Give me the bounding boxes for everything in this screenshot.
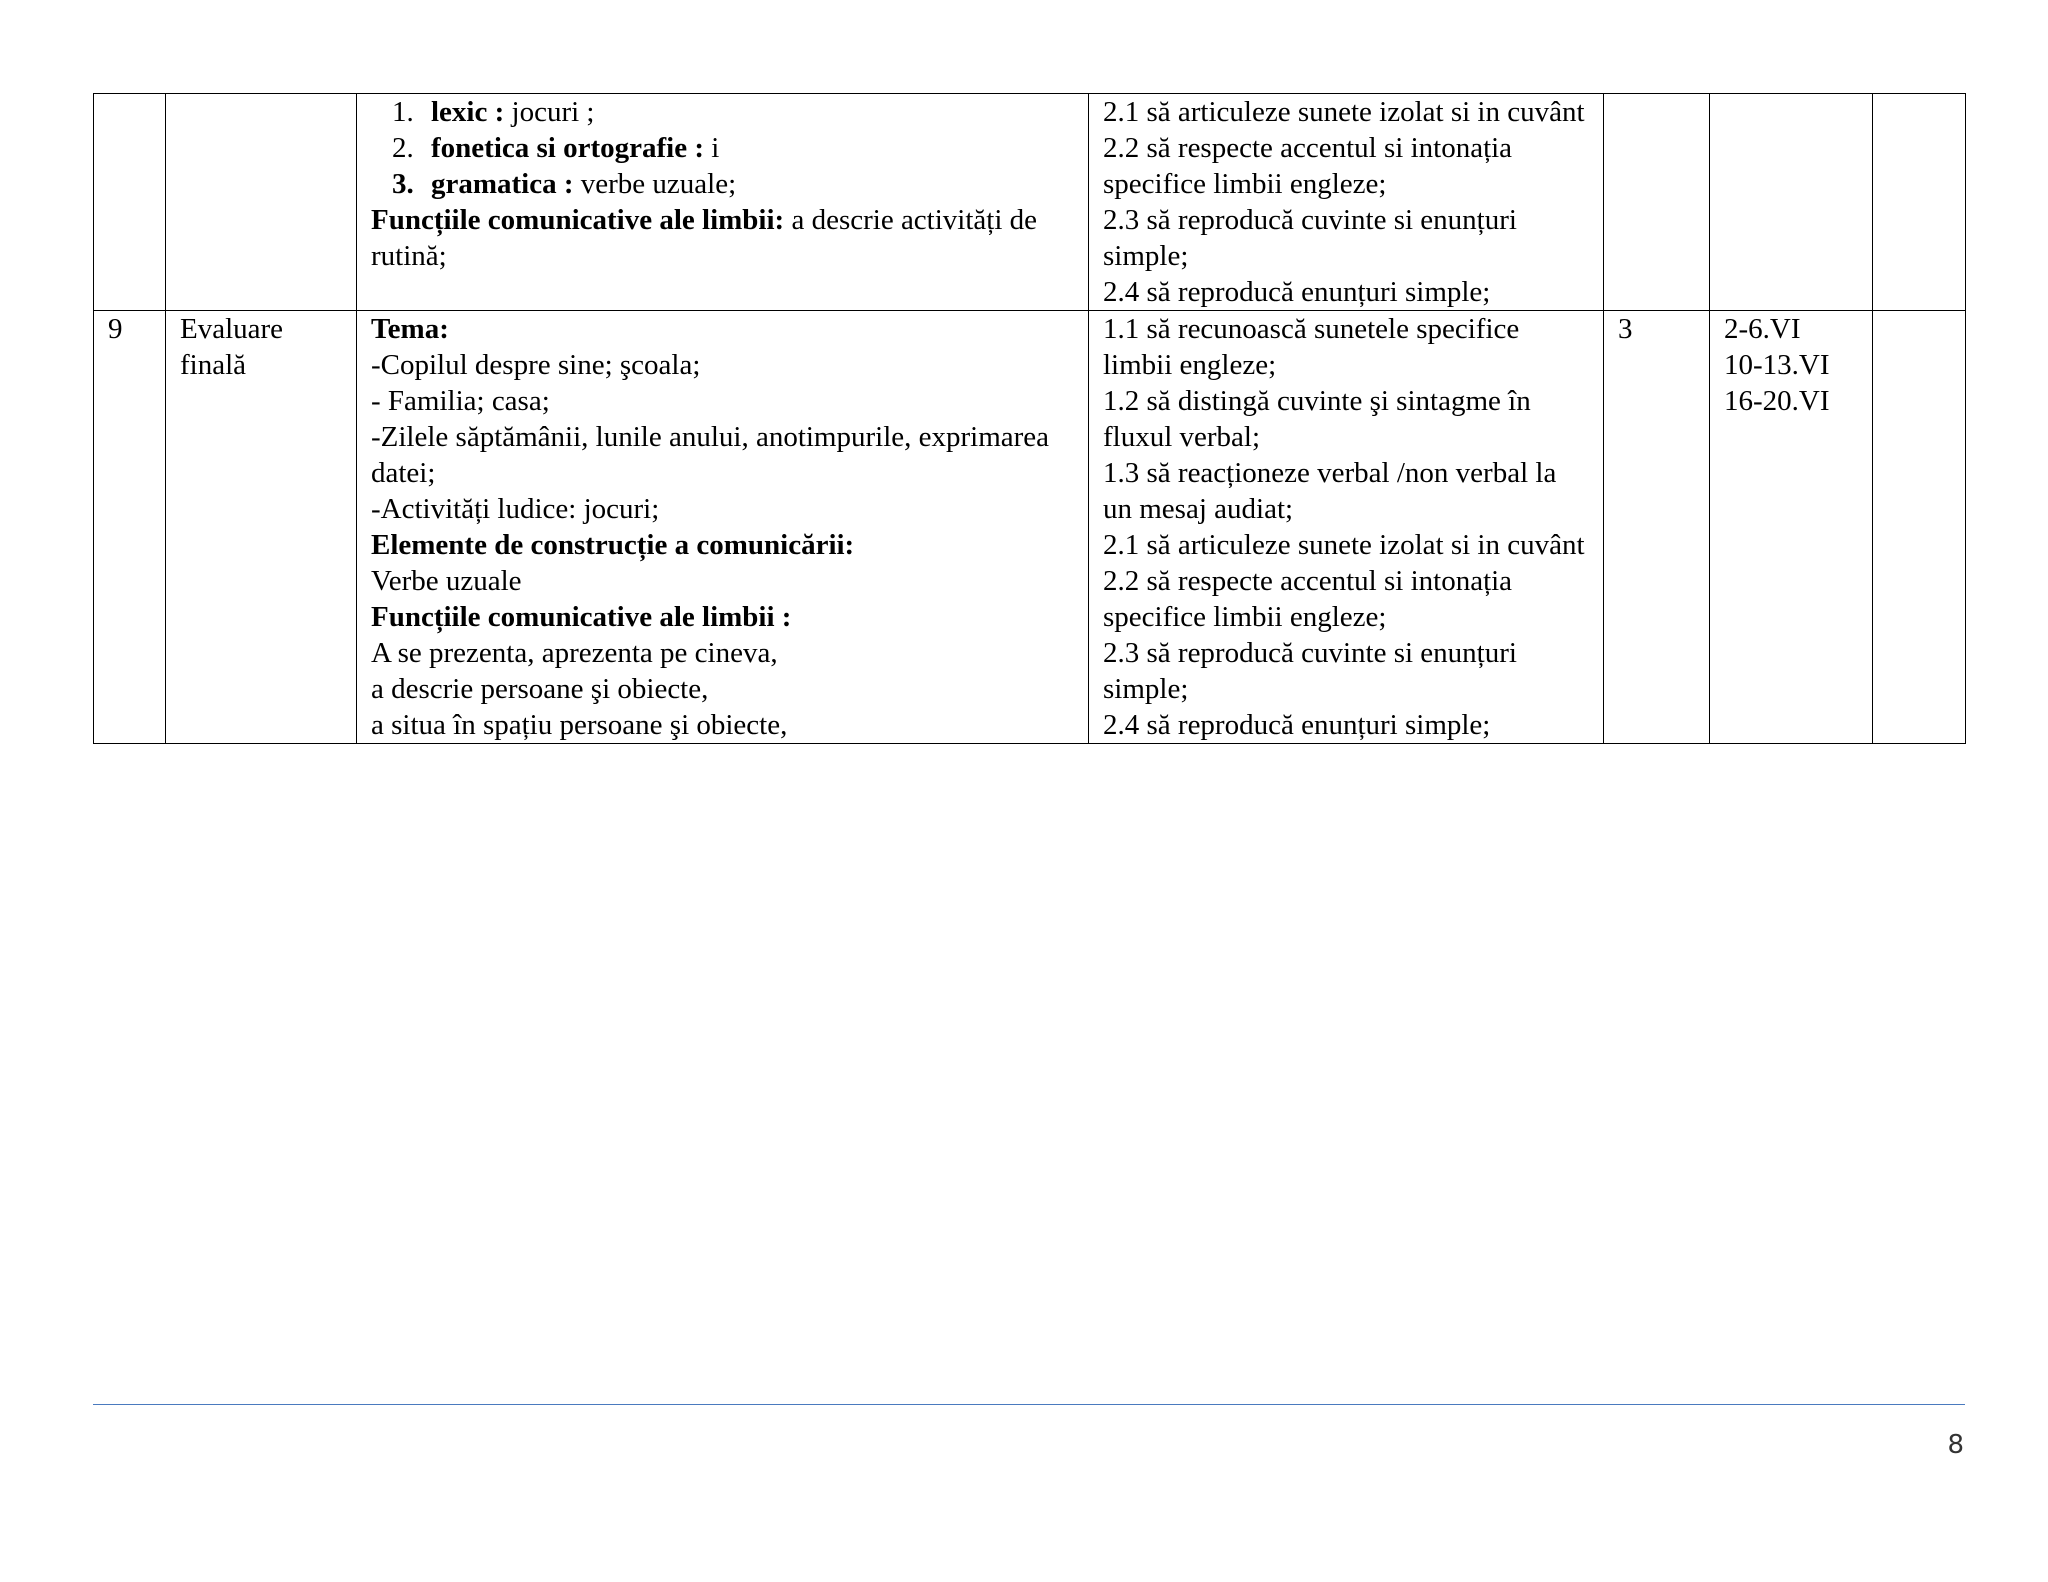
topic-text: i [703,132,720,164]
theme-label: Tema: [371,313,449,345]
topic-text: verbe uzuale; [573,168,737,200]
competence-item: 2.3 să reproducă cuvinte si enunțuri simple; [1103,637,1517,705]
hours-cell [1604,94,1710,311]
theme-line: -Activități ludice: jocuri; [371,493,660,525]
list-item [421,94,1074,130]
topic-text: jocuri ; [504,96,595,128]
elements-label: Elemente de construcție a comunicării: [371,529,855,561]
functions-line: A se prezenta, aprezenta pe cineva, [371,637,778,669]
theme-line: -Copilul despre sine; şcoala; [371,349,701,381]
competence-item: 2.2 să respecte accentul si intonația specifice limbii engleze; [1103,132,1513,200]
functions-line: a descrie persoane şi obiecte, [371,673,709,705]
competences-cell [1089,94,1604,311]
functions-paragraph [371,202,1074,274]
competence-item: 1.3 să reacționeze verbal /non verbal la un mesaj audiat; [1103,457,1557,525]
content-cell [357,94,1089,311]
list-item [421,130,1074,166]
theme-line: -Zilele săptămânii, lunile anului, anotimpurile, exprimarea datei; [371,421,1050,489]
functions-label: Funcțiile comunicative ale limbii : [371,601,792,633]
unit-cell [166,94,357,311]
competence-item: 2.4 să reproducă enunțuri simple; [1103,709,1491,741]
topic-label: lexic : [431,96,505,128]
weeks-cell [1710,94,1873,311]
competence-item: 1.2 să distingă cuvinte şi sintagme în fluxul verbal; [1103,385,1531,453]
competence-item: 1.1 să recunoască sunetele specifice limbii engleze; [1103,313,1520,381]
week-range: 10-13.VI [1724,349,1830,381]
elements-text: Verbe uzuale [371,565,522,597]
hours-cell: 3 [1604,311,1710,744]
competence-item: 2.1 să articuleze sunete izolat si in cuvânt [1103,529,1585,561]
row-number-cell: 9 [94,311,166,744]
competence-item: 2.3 să reproducă cuvinte si enunțuri simple; [1103,204,1517,272]
notes-cell [1873,311,1966,744]
page-number: 8 [1947,1430,1964,1460]
row-number-cell [94,94,166,311]
functions-label: Funcțiile comunicative ale limbii: [371,204,785,236]
content-topic-list [371,94,1074,202]
curriculum-planning-table [93,93,1966,744]
weeks-cell [1710,311,1873,744]
competence-item: 2.2 să respecte accentul si intonația specifice limbii engleze; [1103,565,1513,633]
competence-item: 2.1 să articuleze sunete izolat si in cuvânt [1103,96,1585,128]
competences-cell [1089,311,1604,744]
theme-line: - Familia; casa; [371,385,550,417]
footer-rule [93,1404,1965,1405]
week-range: 16-20.VI [1724,385,1830,417]
table-row-final-evaluation [94,311,1966,744]
functions-text: a descrie activități de rutină; [371,204,1038,272]
unit-cell: Evaluare finală [166,311,357,744]
competence-item: 2.4 să reproducă enunțuri simple; [1103,276,1491,308]
week-range: 2-6.VI [1724,313,1801,345]
functions-line: a situa în spațiu persoane şi obiecte, [371,709,788,741]
notes-cell [1873,94,1966,311]
topic-label: gramatica : [431,168,574,200]
list-item [421,166,1074,202]
content-cell [357,311,1089,744]
topic-label: fonetica si ortografie : [431,132,704,164]
table-row-continued [94,94,1966,311]
